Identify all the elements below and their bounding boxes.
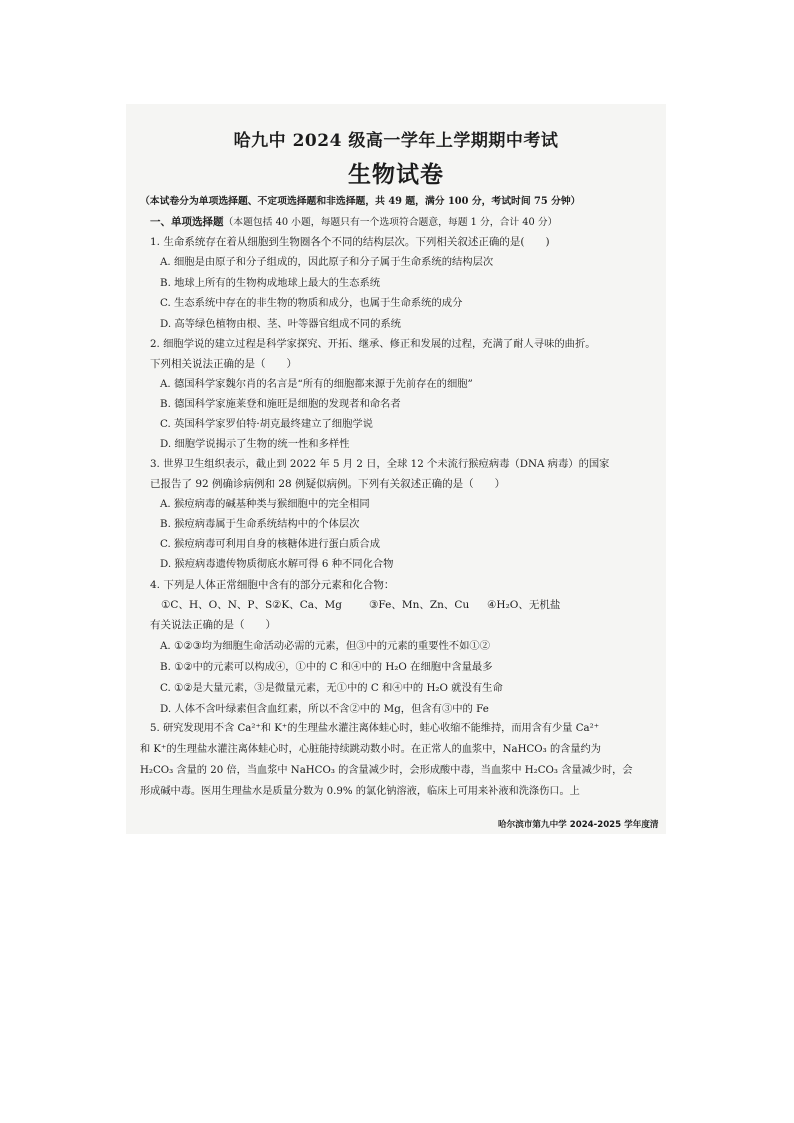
q3-stem-line1: 3. 世界卫生组织表示，截止到 2022 年 5 月 2 日，全球 12 个未流行猴痘病毒（DNA 病毒）的国家 — [150, 458, 610, 470]
q3-option-b: B. 猴痘病毒属于生命系统结构中的个体层次 — [160, 518, 360, 530]
q4-item-1: ①C、H、O、N、P、S — [161, 599, 273, 611]
q5-line4: 形成碱中毒。医用生理盐水是质量分数为 0.9% 的氯化钠溶液，临床上可用来补液和洗涤伤口。上 — [140, 786, 580, 797]
q2-option-d: D. 细胞学说揭示了生物的统一性和多样性 — [160, 438, 350, 450]
q2-stem-line2: 下列相关说法正确的是（ ） — [150, 358, 297, 370]
q4-item-4: ④H₂O、无机盐 — [487, 599, 561, 611]
q5-line3: H₂CO₃ 含量的 20 倍，当血浆中 NaHCO₃ 的含量减少时，会形成酸中毒，当血浆中 H₂CO₃ 含量减少时，会 — [140, 765, 633, 776]
q3-stem-line2: 已报告了 92 例确诊病例和 28 例疑似病例。下列有关叙述正确的是（ ） — [150, 478, 506, 490]
q2-stem-line1: 2. 细胞学说的建立过程是科学家探究、开拓、继承、修正和发展的过程，充满了耐人寻味的曲折。 — [150, 338, 596, 350]
q4-stem-line2: 有关说法正确的是（ ） — [150, 619, 276, 631]
q4-stem: 4. 下列是人体正常细胞中含有的部分元素和化合物： — [150, 579, 395, 591]
exam-note: （本试卷分为单项选择题、不定项选择题和非选择题，共 49 题，满分 100 分，考试时间 75 分钟） — [140, 196, 581, 207]
q2-option-b: B. 德国科学家施莱登和施旺是细胞的发现者和命名者 — [160, 398, 401, 410]
q3-option-c: C. 猴痘病毒可利用自身的核糖体进行蛋白质合成 — [160, 538, 380, 550]
q1-option-c: C. 生态系统中存在的非生物的物质和成分，也属于生命系统的成分 — [160, 297, 463, 309]
q4-option-d: D. 人体不含叶绿素但含血红素，所以不含②中的 Mg，但含有③中的 Fe — [160, 703, 489, 715]
section-desc: （本题包括 40 小题，每题只有一个选项符合题意，每题 1 分，合计 40 分） — [223, 217, 558, 228]
q3-option-a: A. 猴痘病毒的碱基种类与猴细胞中的完全相同 — [160, 498, 370, 510]
q4-item-2: ②K、Ca、Mg — [272, 599, 343, 611]
subject-title: 生物试卷 — [348, 161, 444, 188]
q1-option-b: B. 地球上所有的生物构成地球上最大的生态系统 — [160, 277, 381, 289]
section-title: 一、单项选择题 — [150, 216, 224, 228]
q1-option-d: D. 高等绿色植物由根、茎、叶等器官组成不同的系统 — [160, 318, 401, 330]
footer-school: 哈尔滨市第九中学 2024-2025 学年度清 — [498, 820, 659, 830]
q5-line1: 5. 研究发现用不含 Ca²⁺和 K⁺的生理盐水灌注离体蛙心时，蛙心收缩不能维持，而用含有少量 Ca²⁺ — [150, 723, 600, 734]
exam-paper — [126, 104, 666, 834]
q4-items — [138, 598, 638, 612]
section-heading — [150, 215, 557, 230]
q4-option-a: A. ①②③均为细胞生命活动必需的元素，但③中的元素的重要性不如①② — [160, 640, 490, 652]
q4-item-3: ③Fe、Mn、Zn、Cu — [369, 599, 470, 611]
q4-option-c: C. ①②是大量元素，③是微量元素，无①中的 C 和④中的 H₂O 就没有生命 — [160, 682, 503, 694]
q1-option-a: A. 细胞是由原子和分子组成的，因此原子和分子属于生命系统的结构层次 — [160, 256, 494, 268]
q4-option-b: B. ①②中的元素可以构成④，①中的 C 和④中的 H₂O 在细胞中含量最多 — [160, 661, 493, 673]
q3-option-d: D. 猴痘病毒遗传物质彻底水解可得 6 种不同化合物 — [160, 558, 394, 570]
exam-title: 哈九中 2024 级高一学年上学期期中考试 — [233, 131, 559, 151]
q5-line2: 和 K⁺的生理盐水灌注离体蛙心时，心脏能持续跳动数小时。在正常人的血浆中，NaHCO₃ 的含量约为 — [140, 744, 601, 755]
q2-option-c: C. 英国科学家罗伯特·胡克最终建立了细胞学说 — [160, 418, 373, 430]
q1-stem: 1. 生命系统存在着从细胞到生物圈各个不同的结构层次。下列相关叙述正确的是( ) — [150, 236, 550, 248]
q2-option-a: A. 德国科学家魏尔肖的名言是“所有的细胞都来源于先前存在的细胞” — [160, 378, 473, 390]
